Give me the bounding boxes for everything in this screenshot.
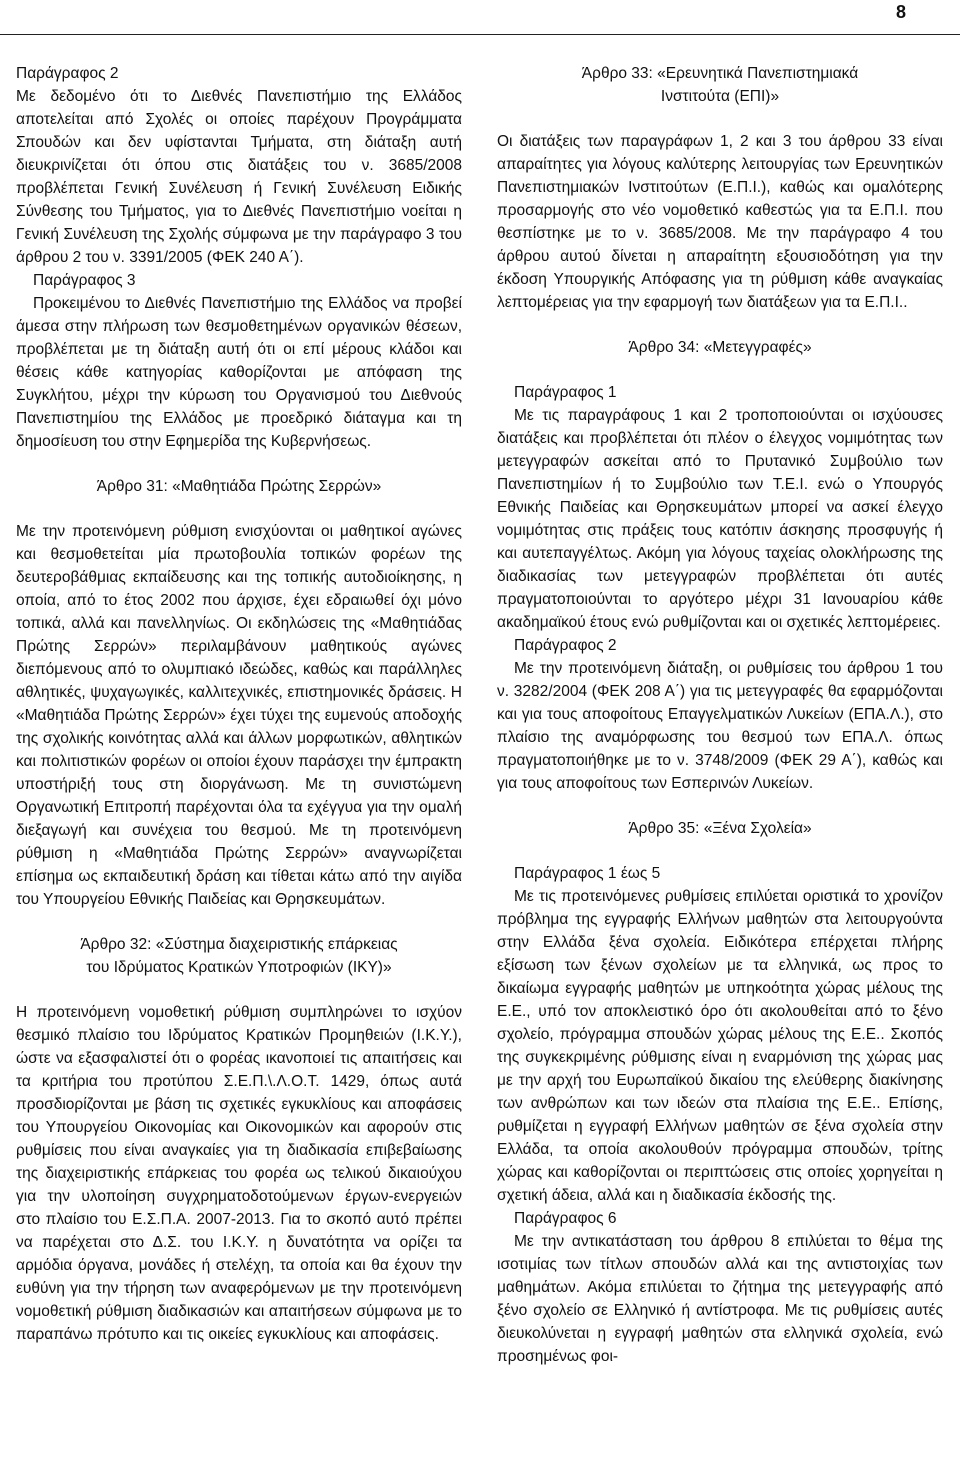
- paragraph-text: Με τις προτεινόμενες ρυθμίσεις επιλύεται οριστικά το χρονίζον πρόβλημα της εγγραφής Ελλήνων μαθητών στα λειτουργούντα στην Ελλάδα ξένα σχολεία. Ειδικότερα επέρχεται πλήρης εξίσωση των ξένων σχολείων με τα ελληνικά, ως προς το δικαίωμα εγγραφής μαθητών με υπηκοότητα χώρας μέλους της Ε.Ε., υπό τον αποκλειστικό όρο ότι ακολουθείται από το ξένο σχολείο, πρόγραμμα σπουδών χώρας μέλους της Ε.Ε.. Σκοπός της συγκεκριμένης ρύθμισης είναι η εναρμόνιση της χώρας μας με την αρχή του Ευρωπαϊκού δικαίου της ελεύθερης διακίνησης των ανθρώπων και των ιδεών στα πλαίσια της Ε.Ε.. Επίσης, ρυθμίζεται η εγγραφή Ελλήνων μαθητών σε ξένα σχολεία στην Ελλάδα, τα οποία ακολουθούν πρόγραμμα σπουδών, τρίτης χώρας και καθορίζονται οι περιπτώσεις στις οποίες χορηγείται η σχετική άδεια, αλλά και η διαδικασία έκδοσής της.: [497, 888, 943, 1204]
- article-33-title-line1: Άρθρο 33: «Ερευνητικά Πανεπιστημιακά: [581, 65, 859, 82]
- paragraph-label: Παράγραφος 3: [33, 272, 136, 289]
- paragraph-text: Με την προτεινόμενη διάταξη, οι ρυθμίσεις του άρθρου 1 του ν. 3282/2004 (ΦΕΚ 208 Α΄) για τις μετεγγραφές θα εφαρμόζονται και για τους αποφοίτους Επαγγελματικών Λυκείων (ΕΠΑ.Λ.), στο πλαίσιο της αναμόρφωσης του θεσμού των ΕΠΑ.Λ. όπως πραγματοποιήθηκε με το ν. 3748/2009 (ΦΕΚ 29 Α΄), καθώς και για τους αποφοίτους των Εσπερινών Λυκείων.: [497, 660, 943, 792]
- page-number: 8: [895, 2, 906, 22]
- paragraph-text: Με τις παραγράφους 1 και 2 τροποποιούνται οι ισχύουσες διατάξεις και προβλέπεται ότι πλέον ο έλεγχος νομιμότητας των μετεγγραφών ασκείται από το Πρυτανικό Συμβούλιο των Πανεπιστημίων ή το Συμβούλιο των Τ.Ε.Ι. ενώ ο Υπουργός Εθνικής Παιδείας και Θρησκευμάτων μπορεί να ασκεί έλεγχο νομιμότητας στις πράξεις τους κατόπιν άσκησης προσφυγής ή και αυτεπαγγέλτως. Ακόμη για λόγους ταχείας ολοκλήρωσης της διαδικασίας των μετεγγραφών προβλέπεται ότι αυτές πραγματοποιούνται το αργότερο μέχρι 31 Ιανουαρίου κάθε ακαδημαϊκού έτους ενώ ρυθμίζονται και οι σχετικές λεπτομέρειες.: [497, 407, 943, 631]
- spacer: [16, 453, 462, 475]
- paragraph-label: Παράγραφος 2: [16, 65, 119, 82]
- spacer: [497, 359, 943, 381]
- article-32-title-line1: Άρθρο 32: «Σύστημα διαχειριστικής επάρκειας: [80, 936, 398, 953]
- article-32-title-line2: του Ιδρύματος Κρατικών Υποτροφιών (ΙΚΥ)»: [86, 959, 392, 976]
- article-35-title: Άρθρο 35: «Ξένα Σχολεία»: [628, 820, 812, 837]
- spacer: [16, 498, 462, 520]
- spacer: [16, 979, 462, 1001]
- article-33-title-line2: Ινστιτούτα (ΕΠΙ)»: [660, 88, 780, 105]
- header-divider: [0, 34, 960, 35]
- article-33-text: Οι διατάξεις των παραγράφων 1, 2 και 3 του άρθρου 33 είναι απαραίτητες για λόγους καλύτερης λειτουργίας των Ερευνητικών Πανεπιστημιακών Ινστιτούτων (Ε.Π.Ι.), καθώς και ομαλότερης προσαρμογής στο νέο νομοθετικό καθεστώς για τα Ε.Π.Ι. που θεσπίστηκε με το ν. 3685/2008. Με την παράγραφο 4 του άρθρου αυτού δίνεται η απαραίτητη εξουσιοδότηση για την έκδοση Υπουργικής Απόφασης για τη ρύθμιση κάθε αναγκαίας λεπτομέρειας για την εφαρμογή των διατάξεων για τα Ε.Π.Ι..: [497, 133, 943, 311]
- paragraph-text: Με την αντικατάσταση του άρθρου 8 επιλύεται το θέμα της ισοτιμίας των τίτλων σπουδών αλλά και της αντιστοιχίας των μαθημάτων. Ακόμα επιλύεται το ζήτημα της μετεγγραφής από ξένο σχολείο σε Ελληνικό ή αντίστροφα. Με τις ρυθμίσεις αυτές διευκολύνεται η εγγραφή μαθητών στα ελληνικά σχολεία, ενώ προσημένως φοι-: [497, 1233, 943, 1365]
- paragraph-label: Παράγραφος 1 έως 5: [514, 865, 661, 882]
- spacer: [497, 840, 943, 862]
- spacer: [16, 911, 462, 933]
- paragraph-label: Παράγραφος 2: [514, 637, 617, 654]
- article-31-text: Με την προτεινόμενη ρύθμιση ενισχύονται οι μαθητικοί αγώνες και θεσμοθετείται μία πρωτοβουλία τοπικών φορέων της δευτεροβάθμιας εκπαίδευσης και της τοπικής αυτοδιοίκησης, η οποία, από το έτος 2002 που άρχισε, έχει εδραιωθεί όχι μόνο τοπικά, αλλά και πανελληνίως. Οι εκδηλώσεις της «Μαθητιάδας Πρώτης Σερρών» περιλαμβάνουν μαθητικούς αγώνες διεπόμενους από το ολυμπιακό ιδεώδες, καθώς και παράλληλες αθλητικές, ψυχαγωγικές, καλλιτεχνικές, επιστημονικές δράσεις. Η «Μαθητιάδα Πρώτης Σερρών» έχει τύχει της ευμενούς αποδοχής της σχολικής κοινότητας αλλά και άλλων μορφωτικών, αθλητικών και πολιτιστικών φορέων οι οποίοι έχουν παράσχει την έμπρακτη υποστήριξή τους στη διοργάνωση. Με τη συνιστώμενη Οργανωτική Επιτροπή παρέχονται όλα τα εχέγγυα για την ομαλή διεξαγωγή και συνέχεια του θεσμού. Με τη προτεινόμενη ρύθμιση η «Μαθητιάδα Πρώτης Σερρών» αναγνωρίζεται επίσημα ως εκπαιδευτική δράση και τίθεται κάτω από την αιγίδα του Υπουργείου Εθνικής Παιδείας και Θρησκευμάτων.: [16, 523, 462, 908]
- article-34-title: Άρθρο 34: «Μετεγγραφές»: [628, 339, 812, 356]
- paragraph-text: Με δεδομένο ότι το Διεθνές Πανεπιστήμιο της Ελλάδος αποτελείται από Σχολές οι οποίες παρέχουν Προγράμματα Σπουδών και δεν υφίστανται Τμήματα, στη διάταξη αυτή διευκρινίζεται ότι όπου στις διατάξεις του ν. 3685/2008 προβλέπεται Γενική Συνέλευση ή Γενική Συνέλευση Ειδικής Σύνθεσης του Τμήματος, για το Διεθνές Πανεπιστήμιο νοείται η Γενική Συνέλευση της Σχολής σύμφωνα με την παράγραφο 3 του άρθρου 2 του ν. 3391/2005 (ΦΕΚ 240 Α΄).: [16, 88, 462, 266]
- left-column: [16, 62, 462, 1346]
- paragraph-label: Παράγραφος 1: [514, 384, 617, 401]
- article-31-title: Άρθρο 31: «Μαθητιάδα Πρώτης Σερρών»: [96, 478, 382, 495]
- spacer: [497, 108, 943, 130]
- spacer: [497, 795, 943, 817]
- article-32-text: Η προτεινόμενη νομοθετική ρύθμιση συμπληρώνει το ισχύον θεσμικό πλαίσιο του Ιδρύματος Κρατικών Προμηθειών (Ι.Κ.Υ.), ώστε να εξασφαλιστεί ότι ο φορέας ικανοποιεί τις απαιτήσεις και τα κριτήρια του προτύπου Σ.Ε.Π.\.Λ.Ο.Τ. 1429, όπως αυτά προσδιορίζονται με βάση τις σχετικές εγκυκλίους και αποφάσεις του Υπουργείου Οικονομίας και Οικονομικών και αφορούν στις ρυθμίσεις που είναι αναγκαίες για τη διαδικασία επιβεβαίωσης της διαχειριστικής επάρκειας του φορέα ως τελικού δικαιούχου για την υλοποίηση συγχρηματοδοτούμενων έργων-ενεργειών στο πλαίσιο του Ε.Σ.Π.Α. 2007-2013. Για το σκοπό αυτό πρέπει να παρέχεται στο Δ.Σ. του Ι.Κ.Υ. η δυνατότητα να ορίζει τα αρμόδια όργανα, μονάδες ή στελέχη, τα οποία και θα έχουν την ευθύνη για την τήρηση των αναφερόμενων με την προτεινόμενη νομοθετική ρύθμιση διαδικασιών και απαιτήσεων σύμφωνα με το παραπάνω πρότυπο και τις οικείες εγκυκλίους και αποφάσεις.: [16, 1004, 462, 1343]
- spacer: [497, 314, 943, 336]
- paragraph-label: Παράγραφος 6: [514, 1210, 617, 1227]
- paragraph-text: Προκειμένου το Διεθνές Πανεπιστήμιο της Ελλάδος να προβεί άμεσα στην πλήρωση των θεσμοθετημένων οργανικών θέσεων, προβλέπεται με τη διάταξη αυτή ότι οι επί μέρους κλάδοι και θέσεις κάθε κατηγορίας καθορίζονται με απόφαση της Συγκλήτου, μέχρι την κύρωση του Οργανισμού του Διεθνούς Πανεπιστημίου της Ελλάδος με προεδρικό διάταγμα και τη δημοσίευση του στην Εφημερίδα της Κυβερνήσεως.: [16, 295, 462, 450]
- right-column: [497, 62, 943, 1368]
